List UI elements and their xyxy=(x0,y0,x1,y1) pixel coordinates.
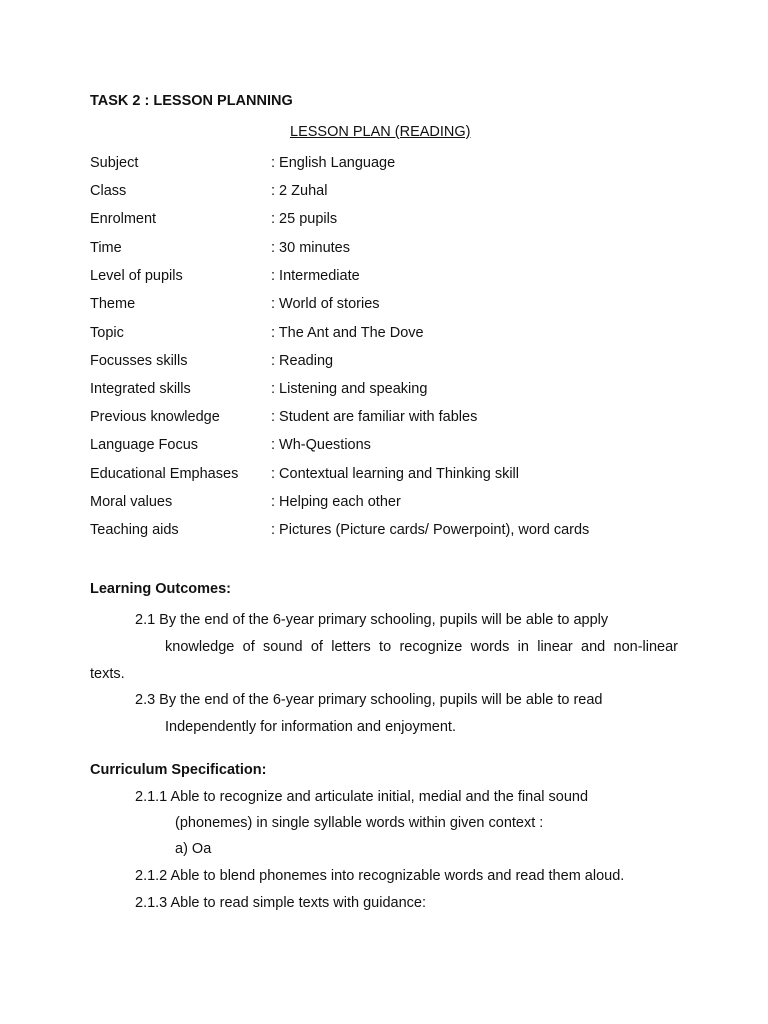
detail-label: Moral values xyxy=(90,494,173,510)
detail-value: : 2 Zuhal xyxy=(271,183,328,199)
detail-label: Enrolment xyxy=(90,211,157,227)
detail-label: Integrated skills xyxy=(90,381,191,397)
detail-label: Subject xyxy=(90,155,139,171)
detail-value: : Wh-Questions xyxy=(271,437,371,453)
curriculum-subitem: a) Oa xyxy=(175,841,212,857)
detail-value: : Reading xyxy=(271,353,334,369)
curriculum-item: 2.1.2 Able to blend phonemes into recognizable words and read them aloud. xyxy=(135,868,625,884)
curriculum-line: 2.1.1 Able to recognize and articulate initial, medial and the final sound xyxy=(135,789,589,805)
curriculum-line: (phonemes) in single syllable words within given context : xyxy=(175,815,544,831)
detail-label: Time xyxy=(90,240,122,256)
outcome-line: knowledge of sound of letters to recognize words in linear and non-linear xyxy=(165,639,678,655)
detail-value: : Contextual learning and Thinking skill xyxy=(271,466,519,482)
detail-row-topic xyxy=(90,324,710,344)
detail-row-previous-knowledge xyxy=(90,408,710,428)
detail-row-educational-emphases xyxy=(90,465,710,485)
detail-label: Educational Emphases xyxy=(90,466,239,482)
detail-value: : Pictures (Picture cards/ Powerpoint), word cards xyxy=(271,522,590,538)
curriculum-item: 2.1.3 Able to read simple texts with guidance: xyxy=(135,895,426,911)
detail-value: : Helping each other xyxy=(271,494,401,510)
outcome-line: 2.3 By the end of the 6-year primary schooling, pupils will be able to read xyxy=(135,692,603,708)
detail-value: : 25 pupils xyxy=(271,211,338,227)
outcome-line: texts. xyxy=(90,666,125,682)
detail-label: Focusses skills xyxy=(90,353,188,369)
detail-value: : World of stories xyxy=(271,296,380,312)
detail-value: : Intermediate xyxy=(271,268,360,284)
detail-value: : Student are familiar with fables xyxy=(271,409,478,425)
lesson-plan-title: LESSON PLAN (READING) xyxy=(290,124,471,140)
detail-row-subject xyxy=(90,154,710,174)
task-title: TASK 2 : LESSON PLANNING xyxy=(90,93,293,109)
outcome-line: 2.1 By the end of the 6-year primary schooling, pupils will be able to apply xyxy=(135,612,609,628)
outcome-line: Independently for information and enjoyment. xyxy=(165,719,456,735)
detail-label: Topic xyxy=(90,325,124,341)
detail-label: Class xyxy=(90,183,127,199)
detail-label: Teaching aids xyxy=(90,522,179,538)
detail-row-time xyxy=(90,239,710,259)
curriculum-specification-heading: Curriculum Specification: xyxy=(90,762,267,778)
detail-row-theme xyxy=(90,295,710,315)
detail-value: : English Language xyxy=(271,155,396,171)
detail-value: : Listening and speaking xyxy=(271,381,428,397)
detail-row-level-of-pupils xyxy=(90,267,710,287)
detail-row-class xyxy=(90,182,710,202)
detail-row-focusses-skills xyxy=(90,352,710,372)
detail-label: Theme xyxy=(90,296,136,312)
detail-row-moral-values xyxy=(90,493,710,513)
learning-outcomes-heading: Learning Outcomes: xyxy=(90,581,231,597)
detail-row-enrolment xyxy=(90,210,710,230)
detail-value: : 30 minutes xyxy=(271,240,350,256)
detail-row-language-focus xyxy=(90,436,710,456)
detail-row-teaching-aids xyxy=(90,521,710,541)
detail-row-integrated-skills xyxy=(90,380,710,400)
detail-value: : The Ant and The Dove xyxy=(271,325,424,341)
detail-label: Level of pupils xyxy=(90,268,183,284)
detail-label: Previous knowledge xyxy=(90,409,220,425)
detail-label: Language Focus xyxy=(90,437,199,453)
